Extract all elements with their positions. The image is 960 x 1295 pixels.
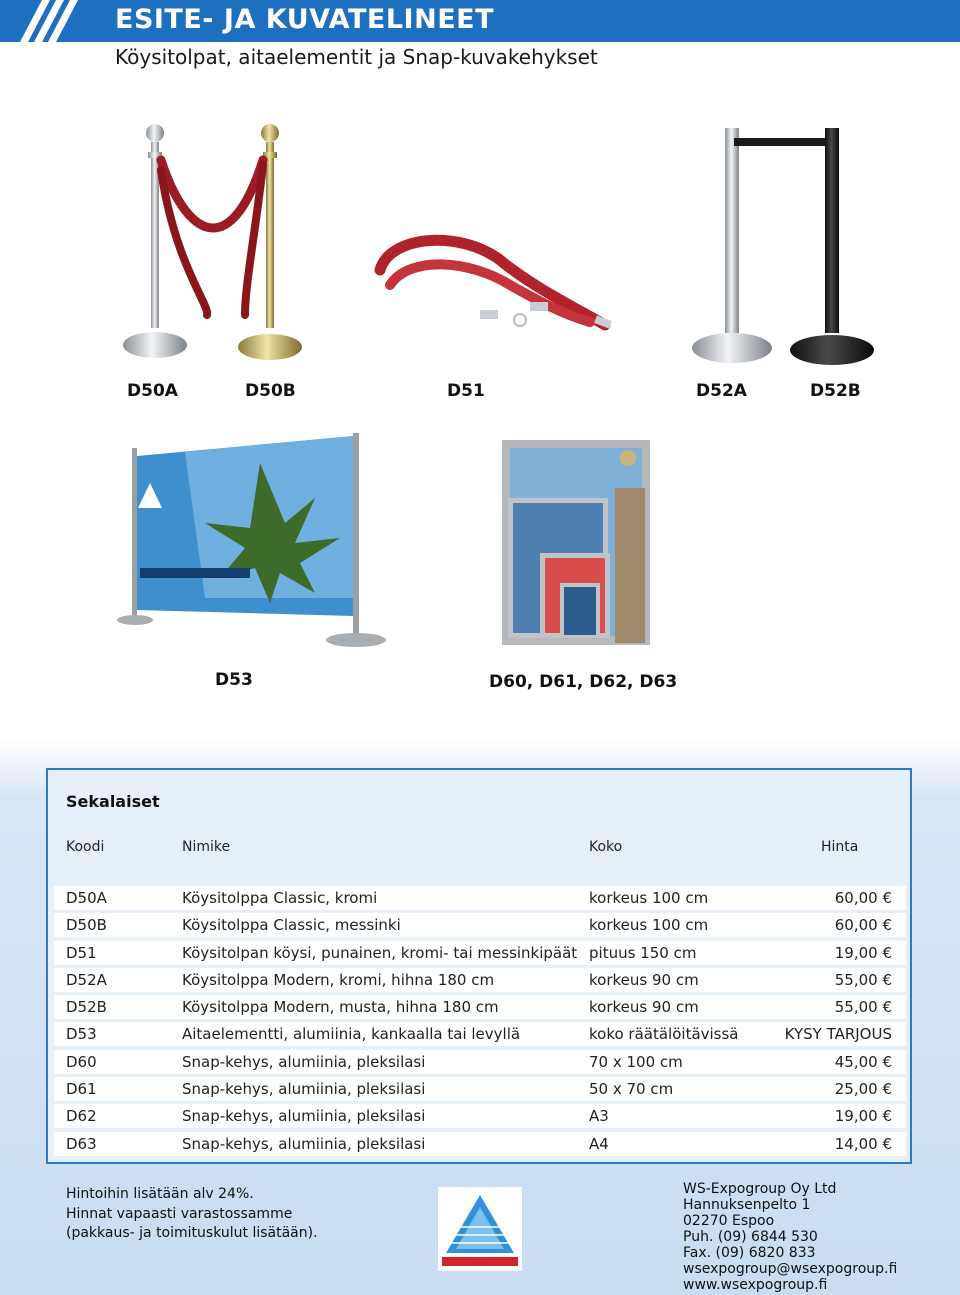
cell-code: D51 [66,943,97,962]
cell-price: KYSY TARJOUS [784,1025,892,1044]
cell-price: 19,00 € [834,1107,892,1126]
table-row [54,1077,906,1101]
modern-stanchions-image [690,120,880,370]
cell-code: D63 [66,1134,97,1153]
column-header-size: Koko [589,839,623,855]
company-email[interactable]: wsexpogroup@wsexpogroup.fi [683,1261,898,1277]
cell-size: korkeus 90 cm [589,998,699,1017]
cell-size: pituus 150 cm [589,943,697,962]
column-header-price: Hinta [821,839,859,855]
delta-logo-icon [438,1187,522,1271]
table-row [54,1104,906,1128]
cell-code: D61 [66,1080,97,1099]
product-label-d51: D51 [447,381,485,401]
table-row [54,995,906,1019]
price-note [66,1185,318,1244]
table-row [54,886,906,910]
cell-size: A3 [589,1107,609,1126]
price-table-rows [54,886,906,1159]
cell-name: Köysitolppa Classic, kromi [182,889,378,907]
fence-element-image [110,428,400,658]
company-city: 02270 Espoo [683,1213,775,1229]
cell-price: 14,00 € [834,1134,892,1153]
company-fax: Fax. (09) 6820 833 [683,1245,816,1261]
classic-stanchions-image [115,115,315,370]
cell-price: 60,00 € [834,889,892,907]
price-note-line: Hintoihin lisätään alv 24%. [66,1186,254,1202]
cell-name: Snap-kehys, alumiinia, pleksilasi [182,1134,426,1153]
company-name: WS-Expogroup Oy Ltd [683,1181,837,1197]
price-note-line: Hinnat vapaasti varastossamme [66,1205,293,1222]
cell-size: 50 x 70 cm [589,1080,674,1099]
cell-code: D52A [66,970,107,989]
cell-price: 19,00 € [834,943,892,962]
cell-size: 70 x 100 cm [589,1052,683,1071]
cell-name: Snap-kehys, alumiinia, pleksilasi [182,1052,426,1071]
table-row [54,913,906,937]
company-phone: Puh. (09) 6844 530 [683,1229,818,1245]
cell-price: 55,00 € [834,970,892,989]
rope-image [370,230,615,340]
product-label-d60-d63: D60, D61, D62, D63 [489,672,678,692]
company-contact [683,1181,897,1293]
product-label-d53: D53 [215,670,253,690]
cell-name: Snap-kehys, alumiinia, pleksilasi [182,1080,426,1099]
cell-code: D53 [66,1025,97,1044]
snap-frames-image [500,438,655,648]
table-title: Sekalaiset [66,792,160,811]
column-header-name: Nimike [182,839,231,855]
cell-name: Köysitolppa Modern, kromi, hihna 180 cm [182,970,495,989]
cell-code: D62 [66,1107,97,1126]
table-row [54,968,906,992]
cell-code: D60 [66,1052,97,1071]
cell-size: koko räätälöitävissä [589,1025,739,1044]
table-row [54,1050,906,1074]
product-label-d50a: D50A [127,381,178,401]
cell-name: Snap-kehys, alumiinia, pleksilasi [182,1107,426,1126]
product-label-d52b: D52B [810,381,861,401]
column-header-code: Koodi [66,839,105,855]
cell-name: Aitaelementti, alumiinia, kankaalla tai levyllä [182,1025,521,1044]
table-row [54,941,906,965]
cell-size: korkeus 100 cm [589,889,709,907]
cell-size: korkeus 100 cm [589,916,709,935]
cell-name: Köysitolpan köysi, punainen, kromi- tai messinkipäät [182,943,578,962]
cell-price: 45,00 € [834,1052,892,1071]
company-street: Hannuksenpelto 1 [683,1197,811,1213]
table-row [54,1132,906,1156]
cell-price: 55,00 € [834,998,892,1017]
cell-name: Köysitolppa Classic, messinki [182,916,401,935]
cell-size: korkeus 90 cm [589,970,699,989]
cell-price: 60,00 € [834,916,892,935]
cell-code: D50B [66,916,107,935]
cell-code: D52B [66,998,107,1017]
product-label-d52a: D52A [696,381,747,401]
delta-lightsystem-logo [438,1187,522,1271]
header-stripes-logo [0,0,110,42]
table-row [54,1022,906,1046]
price-note-line: (pakkaus- ja toimituskulut lisätään). [66,1225,318,1241]
product-label-d50b: D50B [245,381,296,401]
cell-price: 25,00 € [834,1080,892,1099]
header-bar [0,0,960,42]
cell-code: D50A [66,889,107,907]
page-subtitle: Köysitolpat, aitaelementit ja Snap-kuvakehykset [115,45,598,69]
cell-size: A4 [589,1134,609,1153]
page-title: ESITE- JA KUVATELINEET [115,4,494,35]
cell-name: Köysitolppa Modern, musta, hihna 180 cm [182,998,499,1017]
company-website[interactable]: www.wsexpogroup.fi [683,1277,828,1293]
